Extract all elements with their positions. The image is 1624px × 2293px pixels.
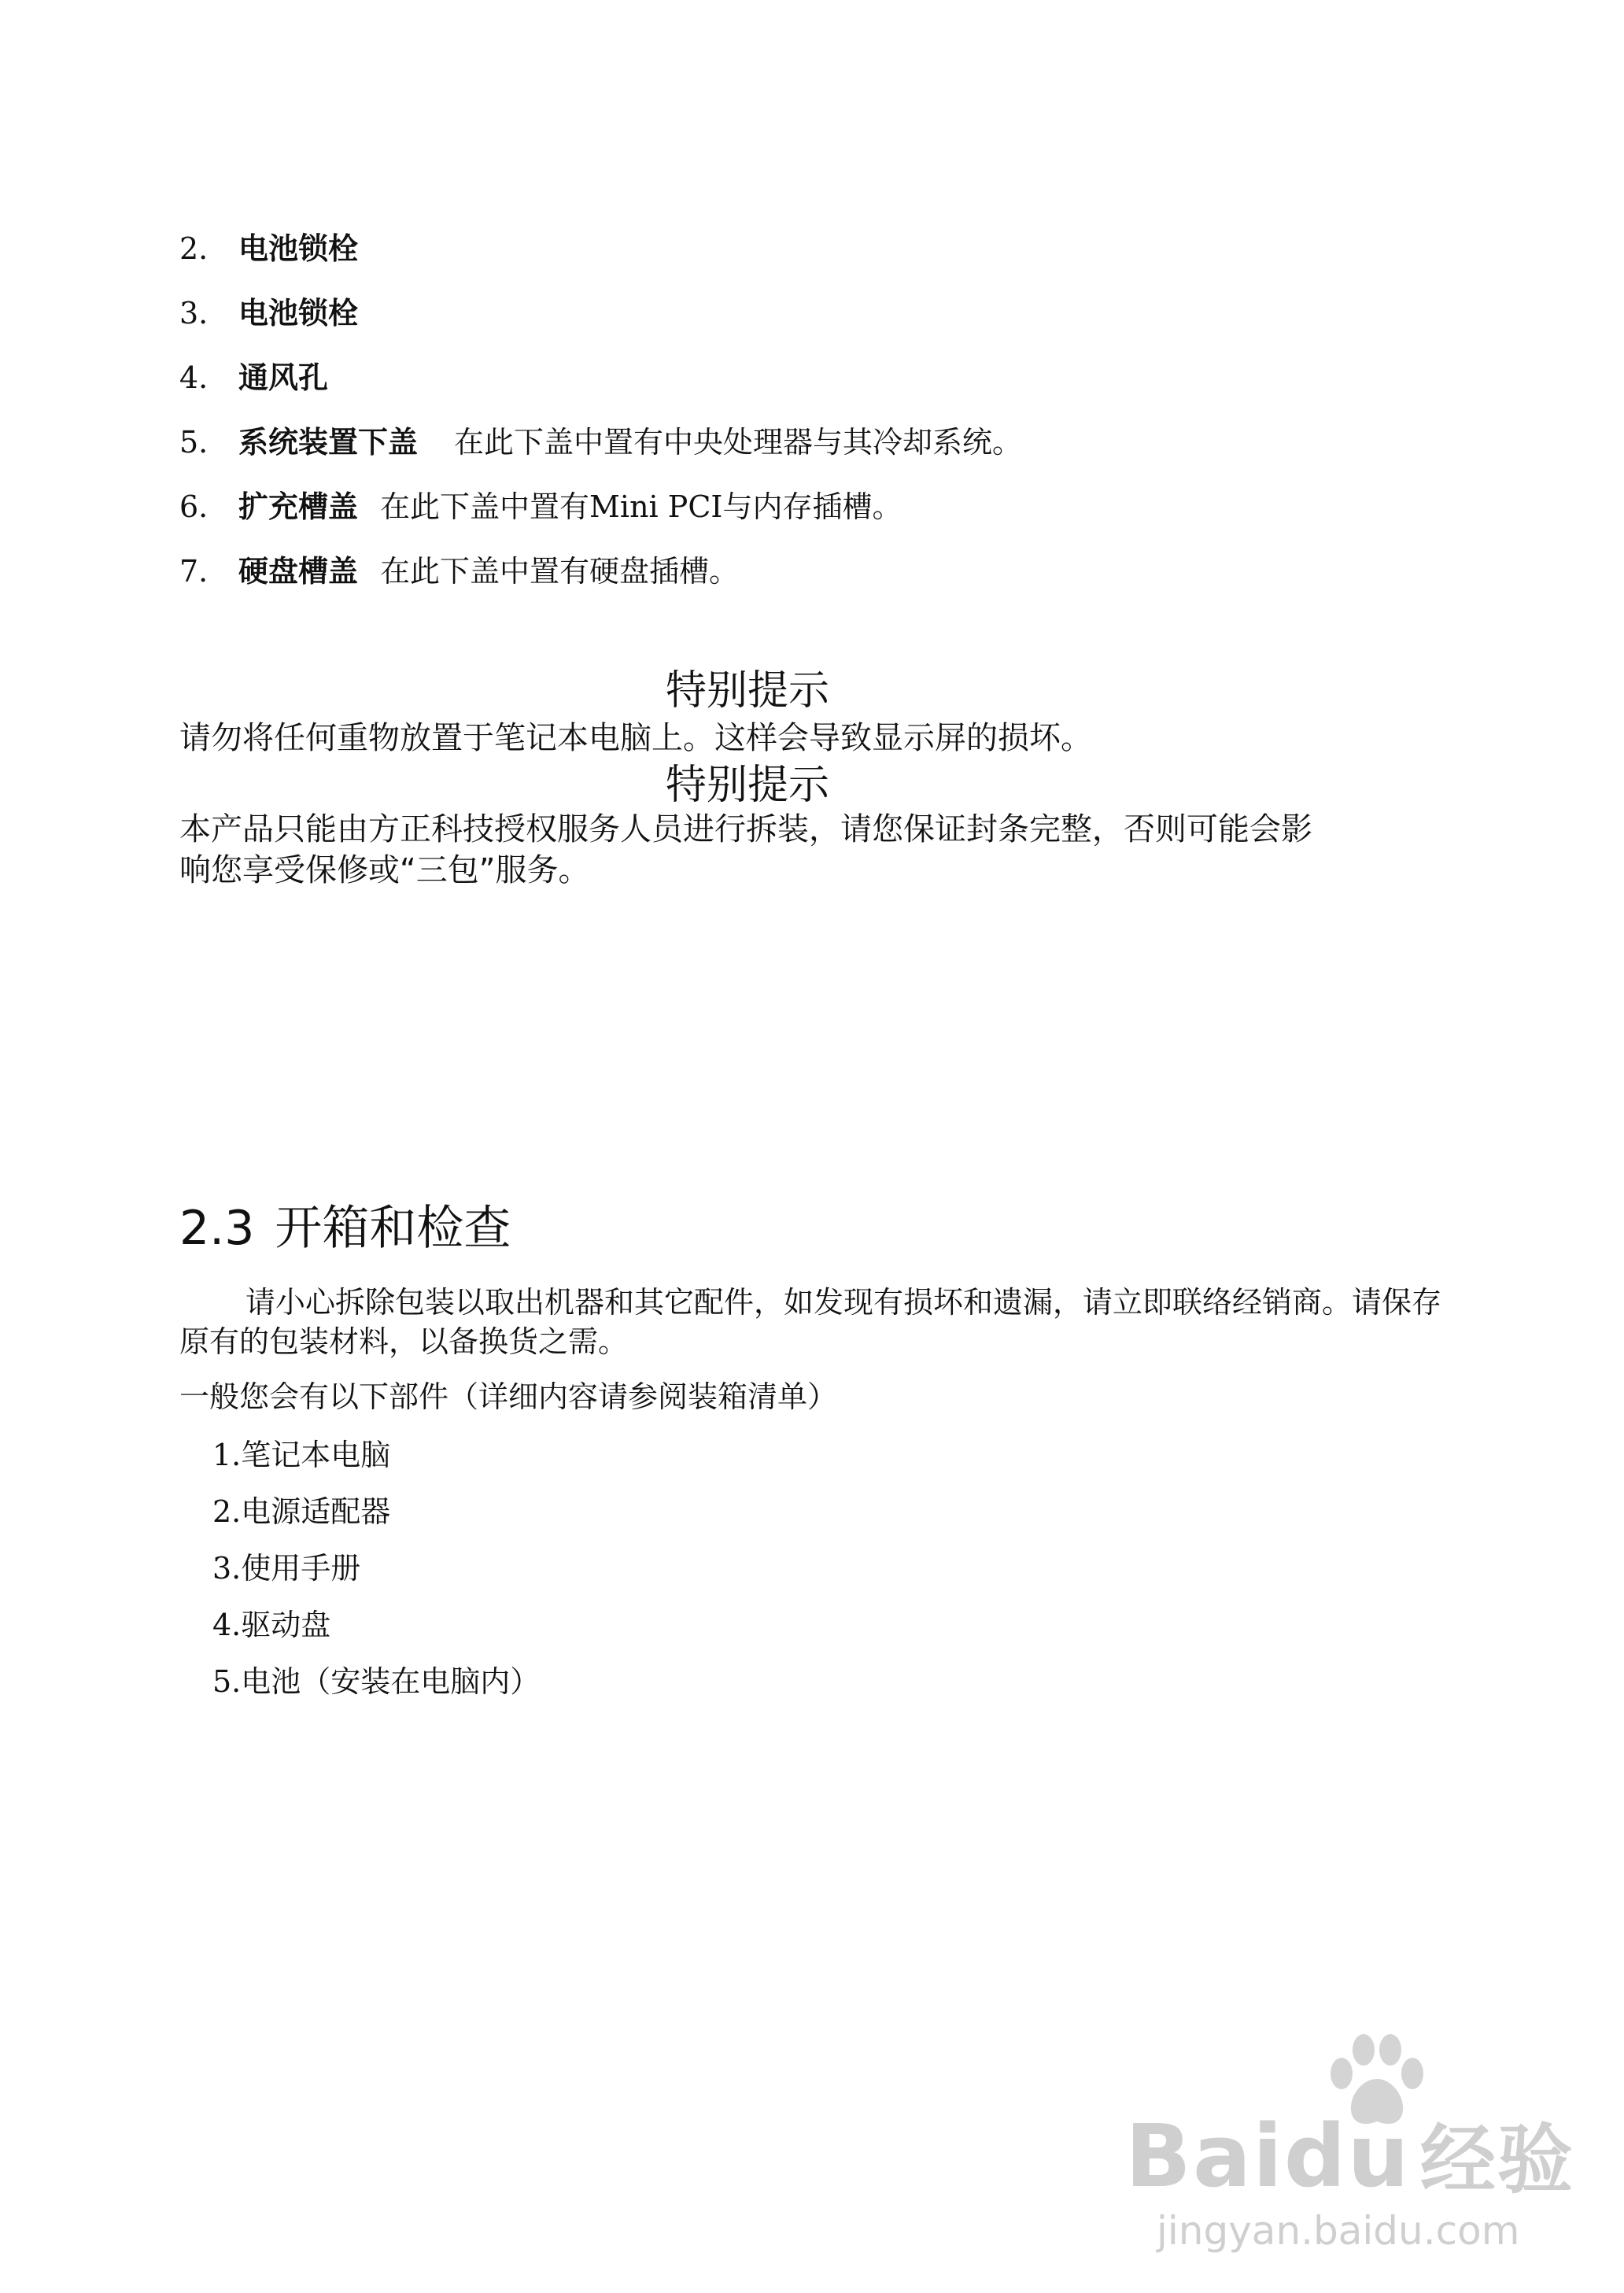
item-description: 在此下盖中置有中央处理器与其冷却系统。 (454, 425, 1023, 460)
item-number: 7. (179, 554, 209, 589)
section-paragraph: 请小心拆除包装以取出机器和其它配件，如发现有损坏和遗漏，请立即联络经销商。请保存原有的包装材料，以备换货之需。 (179, 1285, 1442, 1359)
notice-title: 特别提示 (665, 667, 829, 714)
watermark-url: jingyan.baidu.com (1157, 2208, 1520, 2254)
list-item (179, 488, 902, 526)
list-item (179, 230, 358, 268)
baidu-jingyan-watermark (1125, 2030, 1574, 2266)
list-item (179, 552, 739, 590)
item-term: 电池锁栓 (238, 231, 359, 266)
watermark-brand (1125, 2105, 1574, 2211)
list-item: 5.电池（安装在电脑内） (212, 1664, 541, 1699)
item-description: 在此下盖中置有硬盘插槽。 (380, 554, 740, 589)
watermark-brand-en: Baidu (1125, 2106, 1411, 2206)
list-item: 1.笔记本电脑 (212, 1438, 391, 1472)
list-item: 3.使用手册 (212, 1551, 361, 1586)
watermark-brand-cn: 经验 (1419, 2116, 1574, 2204)
item-number: 2. (179, 231, 209, 266)
notice-title: 特别提示 (665, 762, 829, 809)
item-term: 通风孔 (238, 360, 329, 395)
list-item (179, 359, 328, 397)
item-term: 硬盘槽盖 (238, 553, 359, 589)
item-term: 扩充槽盖 (238, 489, 359, 524)
item-term: 电池锁栓 (238, 295, 359, 330)
section-heading (179, 1200, 511, 1257)
list-item (179, 294, 358, 332)
notice-text: 本产品只能由方正科技授权服务人员进行拆装，请您保证封条完整，否则可能会影响您享受保修或“三包”服务。 (179, 811, 1312, 888)
item-number: 5. (179, 425, 209, 460)
item-term: 系统装置下盖 (238, 424, 419, 460)
item-number: 6. (179, 489, 209, 524)
section-number: 2.3 (179, 1201, 255, 1256)
item-description: 在此下盖中置有Mini PCI与内存插槽。 (380, 489, 902, 524)
list-item: 2.电源适配器 (212, 1494, 391, 1529)
item-number: 4. (179, 360, 209, 395)
notice-text: 请勿将任何重物放置于笔记本电脑上。这样会导致显示屏的损坏。 (179, 720, 1092, 756)
item-number: 3. (179, 296, 209, 330)
list-item (179, 423, 1022, 461)
section-title: 开箱和检查 (275, 1201, 511, 1256)
list-item: 4.驱动盘 (212, 1608, 331, 1642)
contents-intro: 一般您会有以下部件（详细内容请参阅装箱清单） (179, 1379, 838, 1414)
